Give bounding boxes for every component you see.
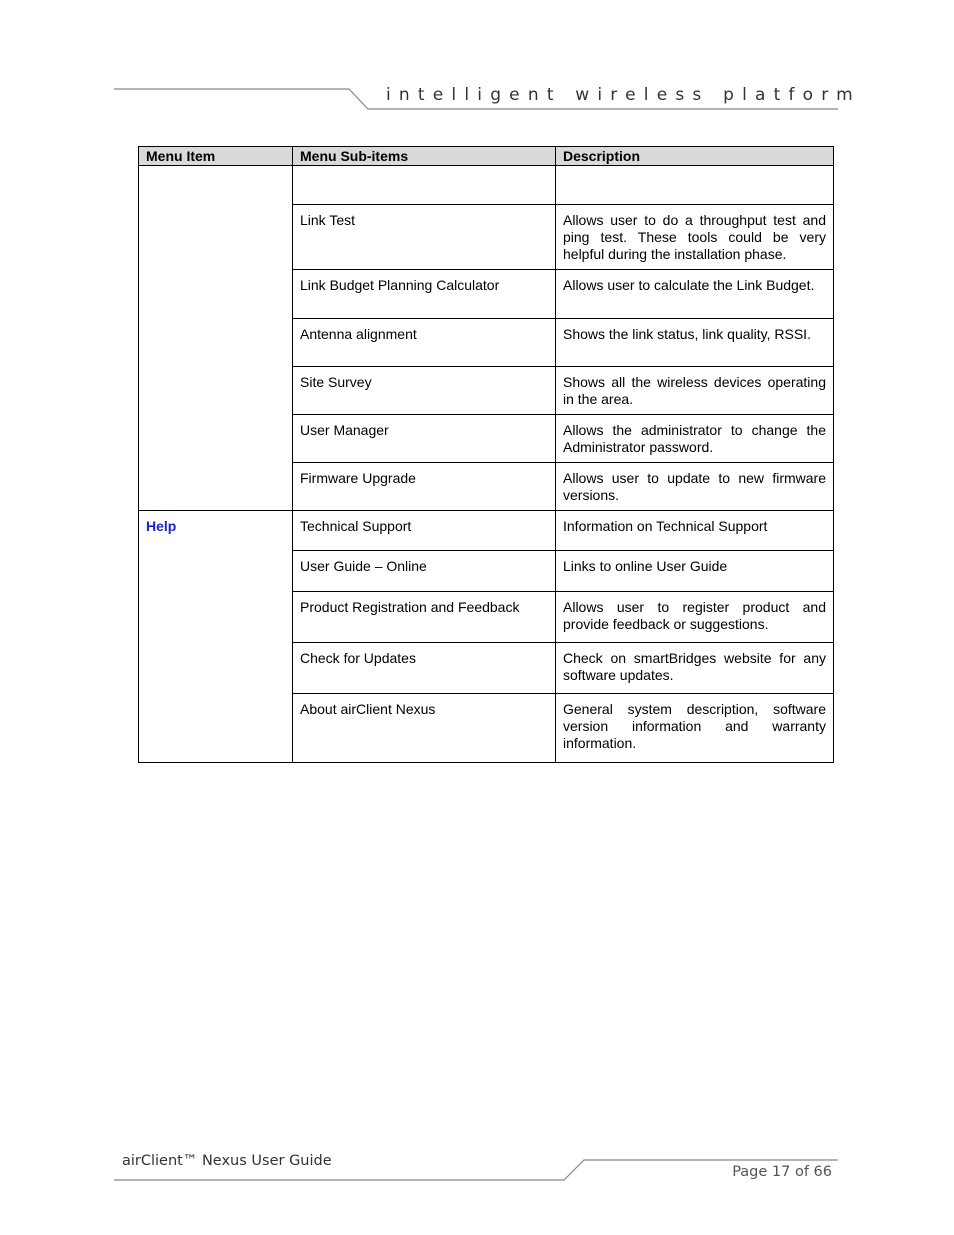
menu-item-cell [139,166,293,511]
table-header-row [139,147,834,166]
description-cell: Information on Technical Support [556,511,834,551]
menu-table [138,146,834,763]
sub-item-cell: Technical Support [293,511,556,551]
menu-item-cell-help [139,511,293,763]
sub-item-cell: Firmware Upgrade [293,463,556,511]
description-cell: Links to online User Guide [556,551,834,592]
table-row [139,511,834,551]
header-tagline: intelligent wireless platform [386,85,861,105]
description-cell: Shows all the wireless devices operating in the area. [556,367,834,415]
sub-item-cell: Antenna alignment [293,319,556,367]
help-link[interactable]: Help [146,518,177,534]
description-cell: General system description, software version information and warranty information. [556,694,834,763]
description-cell: Shows the link status, link quality, RSSI. [556,319,834,367]
description-cell [556,166,834,205]
column-header-sub-items: Menu Sub-items [293,147,556,166]
footer-document-title: airClient™ Nexus User Guide [122,1153,332,1169]
description-cell: Check on smartBridges website for any software updates. [556,643,834,694]
sub-item-cell: Link Test [293,205,556,270]
description-cell: Allows the administrator to change the Administrator password. [556,415,834,463]
sub-item-cell: About airClient Nexus [293,694,556,763]
sub-item-cell [293,166,556,205]
description-cell: Allows user to do a throughput test and ping test. These tools could be very helpful during the installation phase. [556,205,834,270]
sub-item-cell: User Guide – Online [293,551,556,592]
column-header-menu-item: Menu Item [139,147,293,166]
sub-item-cell: Link Budget Planning Calculator [293,270,556,319]
sub-item-cell: Site Survey [293,367,556,415]
column-header-description: Description [556,147,834,166]
sub-item-cell: User Manager [293,415,556,463]
footer-page-number: Page 17 of 66 [732,1164,832,1180]
sub-item-cell: Product Registration and Feedback [293,592,556,643]
table-row [139,166,834,205]
sub-item-cell: Check for Updates [293,643,556,694]
description-cell: Allows user to calculate the Link Budget. [556,270,834,319]
description-cell: Allows user to update to new firmware versions. [556,463,834,511]
description-cell: Allows user to register product and provide feedback or suggestions. [556,592,834,643]
